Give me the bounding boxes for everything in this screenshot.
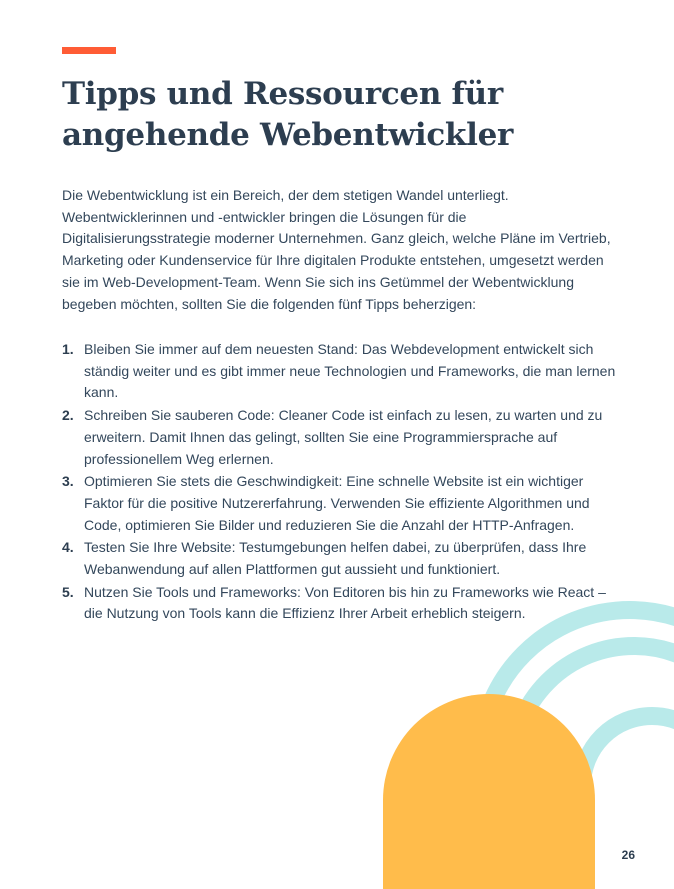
list-item-number: 5.	[62, 583, 74, 600]
intro-paragraph: Die Webentwicklung ist ein Bereich, der dem stetigen Wandel unterliegt. Webentwicklerinnen und -entwickler bringen die Lösungen für die Digitalisierungsstrategie moderner Unternehmen. Ganz gleich, welche Pläne im Vertrieb, Marketing oder Kundenservice für Ihre digitalen Produkte entstehen, umgesetzt werden sie im Web-Development-Team. Wenn Sie sich ins Getümmel der Webentwicklung begeben möchten, sollten Sie die folgenden fünf Tipps beherzigen:	[62, 187, 611, 312]
list-item-text: Bleiben Sie immer auf dem neuesten Stand: Das Webdevelopment entwickelt sich ständig weiter und es gibt immer neue Technologien und Frameworks, die man lernen kann.	[84, 341, 616, 401]
list-item-text: Schreiben Sie sauberen Code: Cleaner Code ist einfach zu lesen, zu warten und zu erweitern. Damit Ihnen das gelingt, sollten Sie eine Programmiersprache auf professionellem Weg erlernen.	[84, 407, 603, 467]
list-item-text: Testen Sie Ihre Website: Testumgebungen helfen dabei, zu überprüfen, dass Ihre Webanwendung auf allen Plattformen gut aussieht und funktioniert.	[84, 539, 587, 578]
list-item-number: 1.	[62, 341, 74, 357]
list-item-number: 4.	[62, 539, 74, 556]
page-number: 26	[621, 848, 635, 862]
teal-arc-inner	[582, 716, 674, 889]
list-item-text: Optimieren Sie stets die Geschwindigkeit: Eine schnelle Website ist ein wichtiger Faktor für die positive Nutzererfahrung. Verwenden Sie effiziente Algorithmen und Code, optimieren Sie Bilder und reduzieren Sie die Anzahl der HTTP-Anfragen.	[84, 473, 590, 533]
yellow-arch-shape	[383, 694, 595, 889]
list-item-number: 3.	[62, 473, 74, 490]
list-item-text: Nutzen Sie Tools und Frameworks: Von Editoren bis hin zu Frameworks wie React – die Nutzung von Tools kann die Effizienz Ihrer Arbeit erheblich steigern.	[84, 583, 606, 622]
page-title: Tipps und Ressourcen für angehende Webentwickler	[62, 76, 514, 153]
list-item-number: 2.	[62, 407, 74, 424]
